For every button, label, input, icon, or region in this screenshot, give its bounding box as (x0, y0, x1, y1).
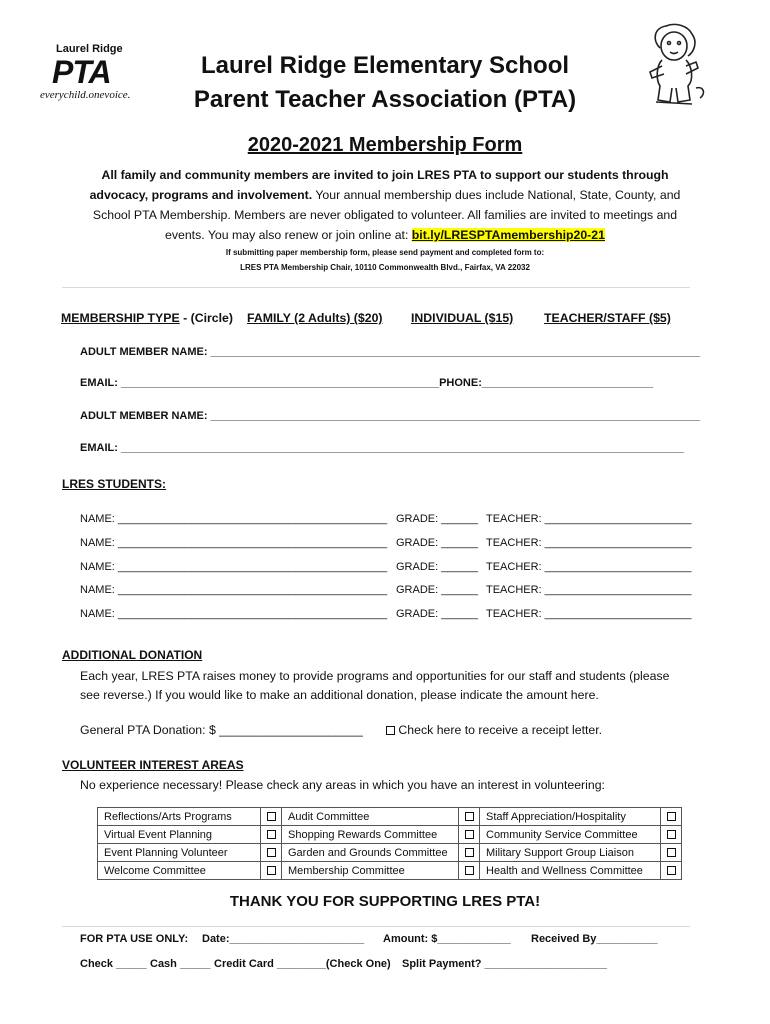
mail-instructions: If submitting paper membership form, please send payment and completed form to: (225, 248, 545, 257)
intro-text: Your annual membership dues include National, State, County, and School PTA Membership. Members are never obligated to volunteer. All families are invited to meetings and events. You may also renew or join online at: (92, 188, 681, 242)
checkbox[interactable] (267, 848, 276, 857)
volunteer-header: VOLUNTEER INTEREST AREAS (62, 758, 244, 772)
checkbox-cell[interactable] (661, 862, 682, 880)
page-title-line1: Laurel Ridge Elementary School (200, 52, 570, 79)
checkbox-cell[interactable] (459, 862, 480, 880)
receipt-checkbox[interactable] (386, 726, 395, 735)
volunteer-option: Reflections/Arts Programs (98, 808, 261, 826)
checkbox[interactable] (667, 848, 676, 857)
membership-type-label: MEMBERSHIP TYPE (61, 311, 180, 325)
volunteer-intro: No experience necessary! Please check any areas in which you have an interest in volunteering: (80, 778, 605, 792)
student-name-field[interactable]: NAME: ____________________________________________ (80, 608, 388, 620)
student-name-field[interactable]: NAME: ____________________________________________ (80, 584, 388, 596)
checkbox[interactable] (267, 812, 276, 821)
donation-header: ADDITIONAL DONATION (62, 648, 203, 662)
student-teacher-field[interactable]: TEACHER: ________________________ (486, 513, 692, 525)
checkbox[interactable] (465, 866, 474, 875)
checkbox[interactable] (667, 812, 676, 821)
student-teacher-field[interactable]: TEACHER: ________________________ (486, 537, 692, 549)
checkbox-cell[interactable] (661, 826, 682, 844)
student-name-field[interactable]: NAME: ____________________________________________ (80, 537, 388, 549)
checkbox[interactable] (667, 866, 676, 875)
online-membership-link[interactable]: bit.ly/LRESPTAmembership20-21 (411, 228, 605, 242)
student-teacher-field[interactable]: TEACHER: ________________________ (486, 584, 692, 596)
checkbox-cell[interactable] (261, 826, 282, 844)
footer-received-by-field[interactable]: Received By__________ (531, 933, 658, 945)
table-row (98, 862, 682, 880)
volunteer-option: Audit Committee (282, 808, 459, 826)
student-grade-field[interactable]: GRADE: ______ (396, 561, 478, 573)
adult-member-name-field-1[interactable]: ADULT MEMBER NAME: ________________________________________________________________________________ (80, 346, 700, 358)
checkbox-cell[interactable] (459, 844, 480, 862)
email-field-2[interactable] (80, 442, 684, 454)
student-name-field[interactable]: NAME: ____________________________________________ (80, 513, 388, 525)
donation-text-line2: see reverse.) If you would like to make an additional donation, please indicate the amount here. (80, 688, 599, 702)
student-grade-field[interactable]: GRADE: ______ (396, 584, 478, 596)
footer-credit-card-field[interactable]: Credit Card ________(Check One) (214, 958, 391, 970)
logo-tagline: everychild.onevoice. (40, 89, 131, 101)
volunteer-option: Staff Appreciation/Hospitality (480, 808, 661, 826)
divider (62, 287, 690, 288)
membership-type-row (61, 311, 233, 325)
checkbox[interactable] (465, 830, 474, 839)
table-row (98, 826, 682, 844)
volunteer-option: Event Planning Volunteer (98, 844, 261, 862)
footer-split-payment-field[interactable]: Split Payment? ____________________ (402, 958, 607, 970)
volunteer-option: Health and Wellness Committee (480, 862, 661, 880)
checkbox-cell[interactable] (261, 862, 282, 880)
checkbox[interactable] (465, 848, 474, 857)
membership-option-teacher[interactable]: TEACHER/STAFF ($5) (544, 311, 671, 325)
membership-option-family[interactable]: FAMILY (2 Adults) ($20) (247, 311, 383, 325)
table-row (98, 808, 682, 826)
checkbox-cell[interactable] (661, 844, 682, 862)
student-grade-field[interactable]: GRADE: ______ (396, 537, 478, 549)
checkbox-cell[interactable] (261, 808, 282, 826)
intro-bold-text: All family and community members are invited to join LRES PTA to support our students through advocacy, programs and involvement. (89, 168, 669, 202)
mail-address: LRES PTA Membership Chair, 10110 Commonwealth Blvd., Fairfax, VA 22032 (240, 263, 530, 272)
student-grade-field[interactable]: GRADE: ______ (396, 608, 478, 620)
thank-you-message: THANK YOU FOR SUPPORTING LRES PTA! (229, 893, 541, 910)
volunteer-option: Welcome Committee (98, 862, 261, 880)
membership-circle-note: - (Circle) (179, 311, 233, 325)
checkbox-cell[interactable] (459, 826, 480, 844)
footer-amount-field[interactable]: Amount: $____________ (383, 933, 511, 945)
student-name-field[interactable]: NAME: ____________________________________________ (80, 561, 388, 573)
email-label: EMAIL (80, 377, 115, 389)
membership-option-individual[interactable]: INDIVIDUAL ($15) (411, 311, 514, 325)
receipt-checkbox-row[interactable] (386, 723, 602, 737)
table-row (98, 844, 682, 862)
volunteer-option: Virtual Event Planning (98, 826, 261, 844)
checkbox[interactable] (667, 830, 676, 839)
logo-top-text: Laurel Ridge (56, 43, 123, 55)
email-phone-field-1[interactable] (80, 377, 653, 389)
email-line: : ____________________________________________________________________________________________ (114, 442, 684, 454)
volunteer-option: Community Service Committee (480, 826, 661, 844)
checkbox[interactable] (465, 812, 474, 821)
student-teacher-field[interactable]: TEACHER: ________________________ (486, 608, 692, 620)
footer-cash-field[interactable]: Cash _____ (150, 958, 211, 970)
checkbox[interactable] (267, 830, 276, 839)
divider (62, 926, 690, 927)
email-label: EMAIL (80, 442, 115, 454)
volunteer-option: Garden and Grounds Committee (282, 844, 459, 862)
volunteer-table (97, 807, 682, 880)
checkbox[interactable] (267, 866, 276, 875)
page-title-line2: Parent Teacher Association (PTA) (193, 86, 577, 113)
footer-date-field[interactable]: Date:______________________ (202, 933, 365, 945)
checkbox-cell[interactable] (261, 844, 282, 862)
checkbox-cell[interactable] (661, 808, 682, 826)
pta-use-only-label: FOR PTA USE ONLY: (80, 933, 189, 945)
adult-member-name-field-2[interactable]: ADULT MEMBER NAME: ________________________________________________________________________________ (80, 410, 700, 422)
pta-logo: PTA (52, 54, 111, 90)
volunteer-option: Shopping Rewards Committee (282, 826, 459, 844)
receipt-label: Check here to receive a receipt letter. (395, 723, 603, 737)
student-teacher-field[interactable]: TEACHER: ________________________ (486, 561, 692, 573)
form-subtitle: 2020-2021 Membership Form (247, 134, 523, 156)
students-header: LRES STUDENTS: (62, 477, 167, 491)
general-donation-field[interactable]: General PTA Donation: $ _____________________ (80, 723, 363, 737)
volunteer-option: Membership Committee (282, 862, 459, 880)
donation-text-line1: Each year, LRES PTA raises money to provide programs and opportunities for our staff and students (please (80, 669, 670, 683)
email-phone-line: : ____________________________________________________PHONE:____________________________ (114, 377, 654, 389)
student-grade-field[interactable]: GRADE: ______ (396, 513, 478, 525)
footer-check-field[interactable]: Check _____ (80, 958, 147, 970)
intro-paragraph (80, 165, 690, 245)
checkbox-cell[interactable] (459, 808, 480, 826)
volunteer-option: Military Support Group Liaison (480, 844, 661, 862)
